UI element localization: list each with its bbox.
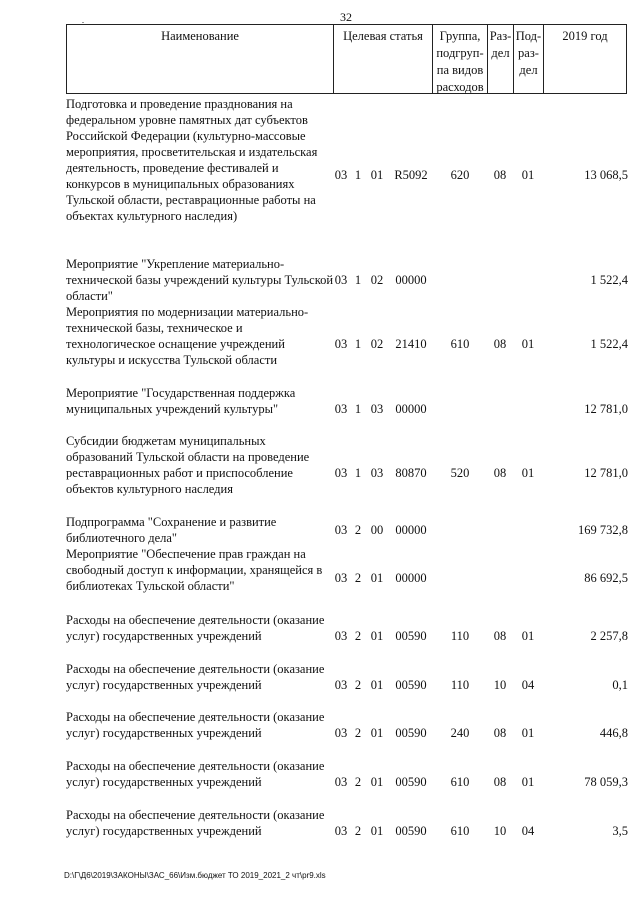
row-name: Подготовка и проведение празднования на федеральном уровне памятных дат субъектов Российской Федерации (культурно-массовые мероприятия, просветительская и издательская деятельность, проведение фестивалей и конкурсов в муниципальных образованиях Тульской области, реставрационные работы на объектах культурного наследия) [66, 97, 318, 223]
header-year-label: 2019 год [562, 29, 608, 43]
row-amount: 446,8 [599, 726, 628, 740]
row-section: 08 [493, 168, 507, 182]
row-group: 520 [450, 466, 470, 480]
row-amount: 12 781,0 [584, 402, 628, 416]
row-code-subprogram: 1 [354, 168, 362, 182]
row-code-subprogram: 2 [354, 523, 362, 537]
row-code-activity: 00 [370, 523, 384, 537]
row-amount: 3,5 [612, 824, 628, 838]
table-row [0, 385, 640, 417]
page-number: 32 [340, 10, 352, 24]
row-section: 08 [493, 629, 507, 643]
row-code-program: 03 [334, 466, 348, 480]
row-code-activity: 01 [370, 775, 384, 789]
row-subsection: 01 [521, 629, 535, 643]
row-code-direction: 80870 [395, 466, 427, 480]
row-name: Подпрограмма "Сохранение и развитие библиотечного дела" [66, 515, 277, 545]
row-amount: 78 059,3 [584, 775, 628, 789]
row-code-subprogram: 1 [354, 466, 362, 480]
row-code-activity: 02 [370, 273, 384, 287]
table-row [0, 96, 640, 226]
row-group: 610 [450, 775, 470, 789]
row-code-direction: 00590 [395, 824, 427, 838]
row-code-subprogram: 2 [354, 775, 362, 789]
row-code-program: 03 [334, 824, 348, 838]
row-name: Субсидии бюджетам муниципальных образований Тульской области на проведение реставрационных работ и приспособление объектов культурного наследия [66, 434, 310, 496]
row-code-activity: 01 [370, 168, 384, 182]
row-subsection: 01 [521, 168, 535, 182]
row-code-activity: 01 [370, 824, 384, 838]
header-name-label: Наименование [161, 29, 239, 43]
row-code-activity: 01 [370, 726, 384, 740]
table-row [0, 433, 640, 497]
row-section: 10 [493, 824, 507, 838]
table-row [0, 256, 640, 304]
row-amount: 169 732,8 [578, 523, 628, 537]
row-subsection: 04 [521, 824, 535, 838]
row-name: Мероприятие "Обеспечение прав граждан на свободный доступ к информации, хранящейся в библиотеках Тульской области" [66, 547, 323, 593]
header-name [66, 24, 334, 94]
row-code-subprogram: 2 [354, 571, 362, 585]
row-code-activity: 03 [370, 466, 384, 480]
row-code-activity: 02 [370, 337, 384, 351]
row-code-activity: 01 [370, 571, 384, 585]
row-code-subprogram: 2 [354, 678, 362, 692]
row-code-subprogram: 1 [354, 337, 362, 351]
row-amount: 0,1 [612, 678, 628, 692]
row-code-program: 03 [334, 571, 348, 585]
row-code-direction: 00000 [395, 273, 427, 287]
row-subsection: 01 [521, 775, 535, 789]
row-code-direction: 00000 [395, 523, 427, 537]
row-name: Расходы на обеспечение деятельности (оказание услуг) государственных учреждений [66, 613, 325, 643]
row-name: Мероприятие "Укрепление материально-технической базы учреждений культуры Тульской области" [66, 257, 334, 303]
row-group: 110 [450, 629, 470, 643]
header-subsection [513, 24, 544, 94]
row-subsection: 01 [521, 337, 535, 351]
table-row [0, 661, 640, 693]
row-code-direction: 21410 [395, 337, 427, 351]
row-code-direction: 00590 [395, 629, 427, 643]
header-group [432, 24, 488, 94]
row-amount: 2 257,8 [590, 629, 628, 643]
header-year [543, 24, 627, 94]
row-code-program: 03 [334, 523, 348, 537]
row-code-program: 03 [334, 402, 348, 416]
row-name: Расходы на обеспечение деятельности (оказание услуг) государственных учреждений [66, 662, 325, 692]
row-group: 620 [450, 168, 470, 182]
row-amount: 86 692,5 [584, 571, 628, 585]
row-amount: 1 522,4 [590, 337, 628, 351]
row-group: 610 [450, 824, 470, 838]
header-section-label: Раз- дел [489, 29, 512, 60]
row-code-activity: 03 [370, 402, 384, 416]
row-code-program: 03 [334, 273, 348, 287]
row-code-program: 03 [334, 726, 348, 740]
row-group: 240 [450, 726, 470, 740]
file-path-footer: D:\Г\Д6\2019\ЗАКОНЫ\ЗАС_66\Изм.бюджет ТО 2019_2021_2 чт\pr9.xls [64, 871, 326, 880]
row-code-activity: 01 [370, 629, 384, 643]
row-code-direction: 00590 [395, 726, 427, 740]
row-code-program: 03 [334, 337, 348, 351]
header-target [333, 24, 433, 94]
row-code-direction: 00590 [395, 775, 427, 789]
row-code-subprogram: 1 [354, 273, 362, 287]
row-subsection: 01 [521, 466, 535, 480]
row-amount: 12 781,0 [584, 466, 628, 480]
table-row [0, 514, 640, 546]
row-section: 08 [493, 775, 507, 789]
row-section: 10 [493, 678, 507, 692]
table-row [0, 304, 640, 368]
row-section: 08 [493, 466, 507, 480]
header-section [487, 24, 514, 94]
row-code-subprogram: 2 [354, 824, 362, 838]
header-subsection-label: Под- раз- дел [515, 29, 542, 77]
row-code-subprogram: 2 [354, 629, 362, 643]
row-code-direction: 00590 [395, 678, 427, 692]
row-code-activity: 01 [370, 678, 384, 692]
row-group: 610 [450, 337, 470, 351]
row-code-program: 03 [334, 629, 348, 643]
row-subsection: 01 [521, 726, 535, 740]
header-target-label: Целевая статья [343, 29, 423, 43]
row-code-program: 03 [334, 678, 348, 692]
row-subsection: 04 [521, 678, 535, 692]
row-amount: 13 068,5 [584, 168, 628, 182]
row-name: Мероприятие "Государственная поддержка муниципальных учреждений культуры" [66, 386, 296, 416]
table-row [0, 807, 640, 839]
table-row [0, 758, 640, 790]
row-name: Расходы на обеспечение деятельности (оказание услуг) государственных учреждений [66, 759, 325, 789]
row-section: 08 [493, 726, 507, 740]
row-code-direction: 00000 [395, 571, 427, 585]
table-row [0, 546, 640, 594]
row-code-subprogram: 2 [354, 726, 362, 740]
row-code-direction: 00000 [395, 402, 427, 416]
table-row [0, 612, 640, 644]
table-row [0, 709, 640, 741]
row-code-program: 03 [334, 168, 348, 182]
row-code-program: 03 [334, 775, 348, 789]
row-amount: 1 522,4 [590, 273, 628, 287]
header-group-label: Группа, подгруп- па видов расходов [436, 29, 484, 94]
row-group: 110 [450, 678, 470, 692]
row-section: 08 [493, 337, 507, 351]
row-name: Расходы на обеспечение деятельности (оказание услуг) государственных учреждений [66, 710, 325, 740]
row-code-subprogram: 1 [354, 402, 362, 416]
row-name: Мероприятия по модернизации материально-технической базы, техническое и технологическое оснащение учреждений культуры и искусства Тульской области [66, 305, 309, 367]
row-name: Расходы на обеспечение деятельности (оказание услуг) государственных учреждений [66, 808, 325, 838]
row-code-direction: R5092 [394, 168, 428, 182]
